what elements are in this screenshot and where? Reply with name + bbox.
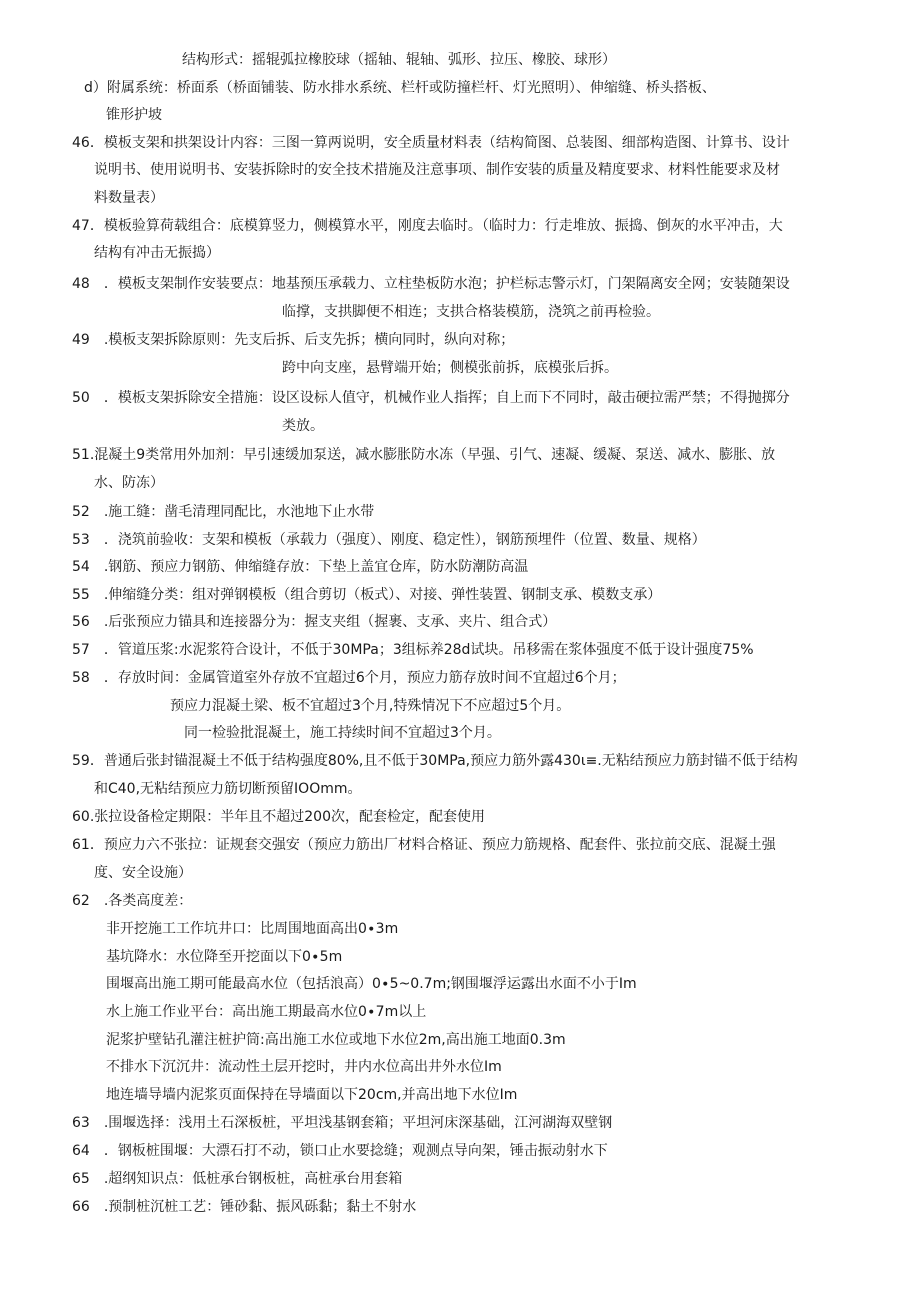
text-line: 65 .超纲知识点：低桩承台钢板桩，高桩承台用套箱 [72, 1171, 403, 1187]
text-line: 水、防冻） [94, 475, 164, 491]
text-line: 58 ．存放时间：金属管道室外存放不宜超过6个月，预应力筋存放时间不宜超过6个月； [72, 670, 626, 686]
text-line: 47．模板验算荷载组合：底模算竖力，侧模算水平，刚度去临时。（临时力：行走堆放、振捣、倒灰的水平冲击，大 [72, 218, 783, 234]
text-line: 预应力混凝土梁、板不宜超过3个月,特殊情况下不应超过5个月。 [170, 698, 571, 714]
text-line: 49 .模板支架拆除原则：先支后拆、后支先拆；横向同时，纵向对称； [72, 332, 515, 348]
text-line: 锥形护坡 [106, 107, 162, 123]
text-line: 55 .伸缩缝分类：组对弹钢模板（组合剪切（板式）、对接、弹性装置、钢制支承、模数支承） [72, 587, 662, 603]
text-line: 48 ．模板支架制作安装要点：地基预压承载力、立柱垫板防水泡；护栏标志警示灯，门架隔离安全网；安装随架设 [72, 276, 790, 292]
text-line: 说明书、使用说明书、安装拆除时的安全技术措施及注意事项、制作安装的质量及精度要求、材料性能要求及材 [94, 162, 780, 178]
text-line: 54 .钢筋、预应力钢筋、伸缩缝存放：下垫上盖宜仓库，防水防潮防高温 [72, 559, 529, 575]
text-line: 61．预应力六不张拉：证规套交强安（预应力筋出厂材料合格证、预应力筋规格、配套件、张拉前交底、混凝土强 [72, 837, 776, 853]
text-line: 63 .围堰选择：浅用土石深板桩，平坦浅基钢套箱；平坦河床深基础，江河湖海双壁钢 [72, 1115, 613, 1131]
text-line: 结构形式：摇辊弧拉橡胶球（摇轴、辊轴、弧形、拉压、橡胶、球形） [182, 52, 616, 68]
text-line: 62 .各类高度差： [72, 893, 193, 909]
text-line: 51.混凝土9类常用外加剂：早引速缓加泵送，减水膨胀防水冻（早强、引气、速凝、缓凝、泵送、减水、膨胀、放 [72, 447, 776, 463]
text-line: 66 .预制桩沉桩工艺：锤砂黏、振风砾黏；黏土不射水 [72, 1199, 417, 1215]
text-line: 50 ．模板支架拆除安全措施：设区设标人值守，机械作业人指挥；自上而下不同时，敲击硬拉需严禁；不得抛掷分 [72, 390, 790, 406]
text-line: 类放。 [282, 418, 324, 434]
text-line: 60.张拉设备检定期限：半年且不超过200次，配套检定，配套使用 [72, 809, 485, 825]
text-line: 料数量表） [94, 190, 164, 206]
text-line: 临撑，支拱脚便不相连；支拱合格装模筋，浇筑之前再检验。 [282, 304, 660, 320]
text-line: 围堰高出施工期可能最高水位（包括浪高）0∙5~0.7m;钢围堰浮运露出水面不小于Im [106, 976, 637, 992]
text-line: 56 .后张预应力锚具和连接器分为：握支夹组（握裹、支承、夹片、组合式） [72, 614, 557, 630]
text-line: 57 ．管道压浆:水泥浆符合设计，不低于30MPa；3组标养28d试块。吊移需在浆体强度不低于设计强度75% [72, 642, 754, 658]
text-line: 59．普通后张封锚混凝土不低于结构强度80%,且不低于30MPa,预应力筋外露430ι≡.无粘结预应力筋封锚不低于结构 [72, 753, 798, 769]
text-line: 泥浆护壁钻孔灌注桩护筒:高出施工水位或地下水位2m,高出施工地面0.3m [106, 1032, 566, 1048]
text-line: 非开挖施工工作坑井口：比周围地面高出0∙3m [106, 921, 399, 937]
text-line: 地连墙导墙内泥浆页面保持在导墙面以下20cm,并高出地下水位Im [106, 1087, 518, 1103]
text-line: 和C40,无粘结预应力筋切断预留IOOmm。 [94, 781, 362, 797]
text-line: 水上施工作业平台：高出施工期最高水位0∙7m以上 [106, 1004, 427, 1020]
text-line: 基坑降水：水位降至开挖面以下0∙5m [106, 949, 343, 965]
text-line: 52 .施工缝：凿毛清理同配比，水池地下止水带 [72, 504, 375, 520]
text-line: 结构有冲击无振捣） [94, 245, 220, 261]
text-line: 46．模板支架和拱架设计内容：三图一算两说明，安全质量材料表（结构简图、总装图、细部构造图、计算书、设计 [72, 135, 790, 151]
text-line: 度、安全设施） [94, 865, 192, 881]
text-line: d）附属系统：桥面系（桥面铺装、防水排水系统、栏杆或防撞栏杆、灯光照明）、伸缩缝、桥头搭板、 [84, 80, 716, 96]
text-line: 跨中向支座，悬臂端开始；侧模张前拆，底模张后拆。 [282, 360, 618, 376]
text-line: 53 ．浇筑前验收：支架和模板（承载力（强度）、刚度、稳定性），钢筋预埋件（位置、数量、规格） [72, 532, 706, 548]
text-line: 64 ．钢板桩围堰：大漂石打不动，锁口止水要捻缝；观测点导向架，锤击振动射水下 [72, 1143, 608, 1159]
text-line: 不排水下沉沉井：流动性土层开挖时，井内水位高出井外水位Im [106, 1059, 502, 1075]
text-line: 同一检验批混凝土，施工持续时间不宜超过3个月。 [184, 725, 501, 741]
